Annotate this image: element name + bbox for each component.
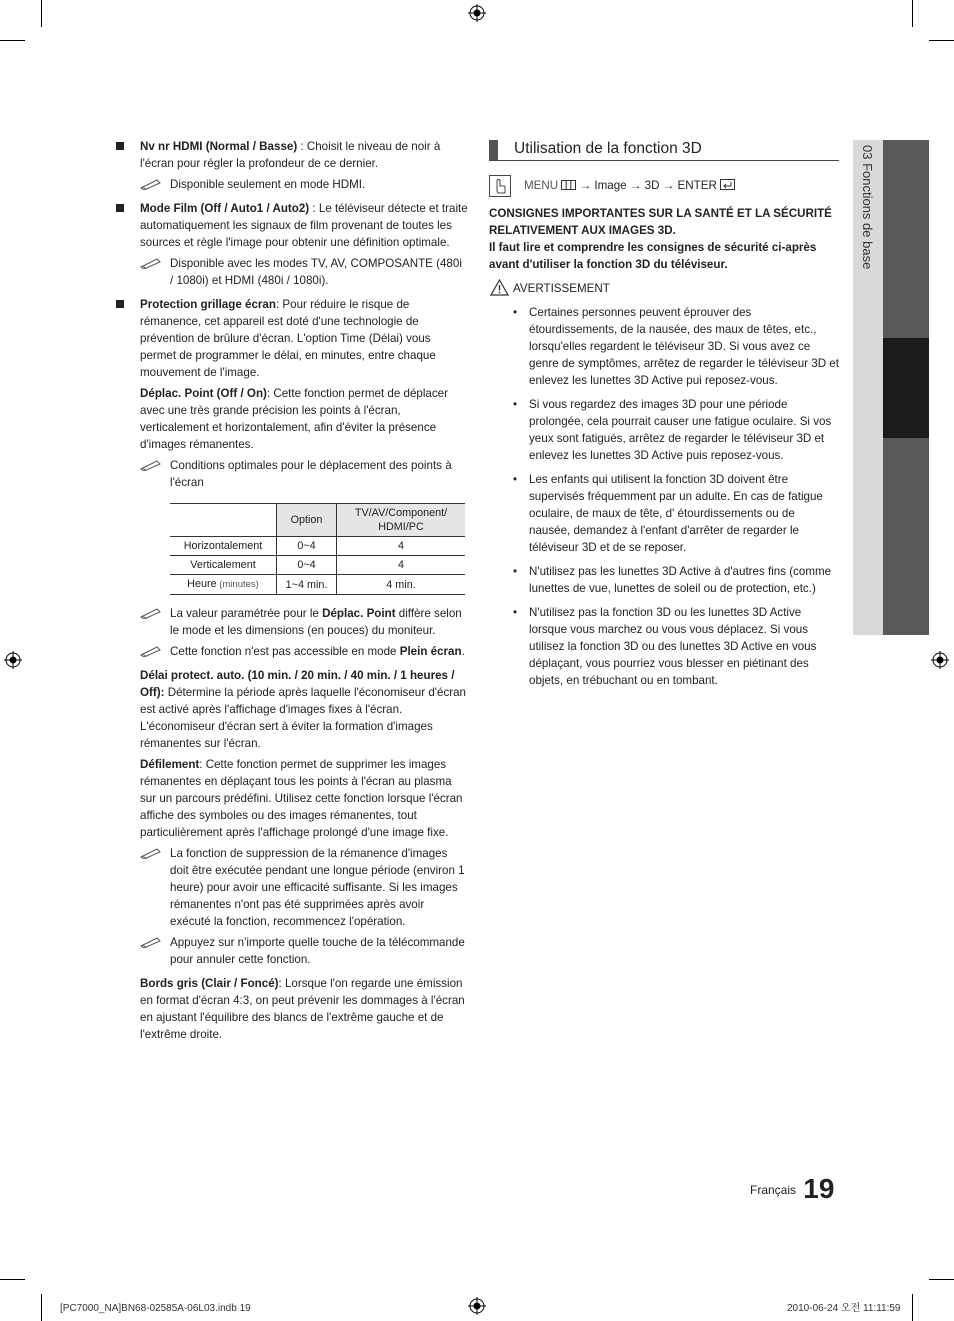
note-text: La valeur paramétrée pour le: [170, 607, 323, 620]
item-title: Protection grillage écran: [140, 298, 276, 311]
list-item-text: Certaines personnes peuvent éprouver des étourdissements, de la nausée, des maux de têtes, etc., lorsqu'elles regardent le téléviseur 3D. Si vous avez ce genre de symptômes, arrêtez de regarder le téléviseur 3D et enlevez les lunettes 3D Active pui reposez-vous.: [529, 306, 839, 387]
note-text: Cette fonction n'est pas accessible en mode: [170, 645, 400, 658]
item-text: : Pour réduire le risque de rémanence, cet appareil est doté d'une technologie de prévention de brûlure d'écran. L'option Time (Délai) vous permet de programmer le délai, en minutes, entre chaque mouvement de l'image.: [140, 298, 436, 379]
para-text: Détermine la période après laquelle l'économiseur d'écran est activé après l'affichage d'images fixes à l'écran. L'économiseur d'écran sert à éviter la formation d'images rémanentes sur l'écran.: [140, 686, 466, 750]
table-row: [170, 537, 465, 556]
table-header: Option: [277, 504, 337, 537]
registration-mark-icon: [468, 4, 486, 22]
table-row: [170, 556, 465, 575]
pencil-note-icon: [140, 257, 162, 269]
table-row: [170, 575, 465, 595]
list-item-text: Les enfants qui utilisent la fonction 3D doivent être supervisés fréquemment par un adulte. En cas de fatigue oculaire, de maux de tête, d' étourdissements ou de nausée, demandez à l'enfant d'arrêter de regarder le téléviseur 3D et de se reposer.: [529, 473, 823, 554]
crop-mark: [41, 0, 42, 27]
note-bold: Déplac. Point: [322, 607, 396, 620]
registration-mark-icon: [931, 651, 949, 669]
enter-icon: [720, 179, 735, 190]
list-item: [116, 296, 468, 381]
note: [140, 605, 468, 639]
registration-mark-icon: [4, 651, 22, 669]
para-text: : Cette fonction permet de déplacer avec une très grande précision les points à l'écran, verticalement et horizontalement, afin d'éviter la présence d'images rémanentes.: [140, 387, 448, 451]
table-cell: Verticalement: [170, 556, 277, 575]
para-title: Déplac. Point (Off / On): [140, 387, 267, 400]
note-text: Disponible avec les modes TV, AV, COMPOSANTE (480i / 1080i) et HDMI (480i / 1080i).: [170, 257, 462, 287]
list-item: [489, 563, 839, 597]
paragraph: [140, 975, 468, 1043]
bullet-dot: •: [513, 306, 518, 319]
list-item-text: N'utilisez pas la fonction 3D ou les lunettes 3D Active lorsque vous marchez ou vous vous déplacez. Si vous utilisez la fonction 3D ou des lunettes 3D Active en vous déplaçant, vous pourriez vous blesser en piétinant des objets, en trébuchant ou en tombant.: [529, 606, 817, 687]
note: [140, 643, 468, 660]
warning: [489, 280, 839, 297]
pencil-note-icon: [140, 459, 162, 471]
square-bullet-icon: [116, 300, 124, 308]
table-cell: 1~4 min.: [277, 575, 337, 595]
note: [140, 457, 468, 491]
crop-mark: [41, 1294, 42, 1321]
para-title: Défilement: [140, 758, 200, 771]
menu-path: [489, 175, 839, 197]
list-item: [489, 396, 839, 464]
note-wrap: [116, 176, 468, 193]
left-column: [116, 138, 468, 1043]
crop-mark: [929, 40, 954, 41]
table-cell: 4: [337, 537, 466, 556]
paragraph: [140, 756, 468, 841]
list-item-text: N'utilisez pas les lunettes 3D Active à d'autres fins (comme lunettes de vue, lunettes de soleil ou de protection, etc.): [529, 565, 832, 595]
list-item: [489, 304, 839, 389]
note-text: La fonction de suppression de la rémanence d'images doit être exécutée pendant une longue période (environ 1 heure) pour avoir une efficacité suffisante. Si les images rémanentes n'ont pas été supprimées après avoir exécuté la fonction, recommencez l'opération.: [170, 847, 465, 928]
remote-hand-icon: [489, 175, 511, 197]
table-cell: 4: [337, 556, 466, 575]
table-cell: 0~4: [277, 556, 337, 575]
options-table: [170, 503, 465, 595]
crop-mark: [912, 1294, 913, 1321]
note-text: diffère selon le mode et les dimensions (en pouces) du moniteur.: [170, 607, 462, 637]
chapter-tab-active: [883, 338, 929, 438]
page-number: 19: [803, 1173, 835, 1204]
row-unit: (minutes): [216, 579, 259, 590]
pencil-note-icon: [140, 645, 162, 657]
para-title: Bords gris (Clair / Foncé): [140, 977, 279, 990]
table-header: TV/AV/Component/ HDMI/PC: [337, 504, 466, 537]
item-text: : Choisit le niveau de noir à l'écran pour régler la profondeur de ce dernier.: [140, 140, 441, 170]
heading-text: Utilisation de la fonction 3D: [514, 140, 702, 157]
list-item: [116, 200, 468, 251]
page-number-block: [750, 1173, 835, 1210]
note: [140, 255, 468, 289]
heading-bar: [489, 140, 498, 160]
pencil-note-icon: [140, 847, 162, 859]
menu-path-text: → Image → 3D → ENTER: [576, 179, 717, 192]
note: [140, 934, 468, 968]
warning-label: AVERTISSEMENT: [513, 282, 610, 295]
crop-mark: [929, 1279, 954, 1280]
bullet-dot: •: [513, 473, 518, 486]
warning-triangle-icon: [490, 279, 509, 296]
item-text: : Le téléviseur détecte et traite automatiquement les signaux de film provenant de toutes les sources et règle l'image pour obtenir une définition optimale.: [140, 202, 468, 249]
crop-mark: [0, 1279, 25, 1280]
pencil-note-icon: [140, 607, 162, 619]
chapter-tab-label: 03 Fonctions de base: [860, 145, 875, 270]
item-title: Mode Film (Off / Auto1 / Auto2): [140, 202, 310, 215]
bullet-dot: •: [513, 565, 518, 578]
table-cell: [170, 575, 277, 595]
row-label: Heure: [187, 578, 217, 590]
crop-mark: [912, 0, 913, 27]
item-title: Nv nr HDMI (Normal / Basse): [140, 140, 298, 153]
bullet-dot: •: [513, 398, 518, 411]
list-item-text: Si vous regardez des images 3D pour une période prolongée, cela pourrait causer une fatigue oculaire. Si vos yeux sont fatigués, arrêtez de regarder le téléviseur 3D et enlevez les lunettes 3D Active puis reposez-vous.: [529, 398, 832, 462]
square-bullet-icon: [116, 204, 124, 212]
menu-grid-icon: [561, 180, 576, 190]
crop-mark: [0, 40, 25, 41]
table-cell: 0~4: [277, 537, 337, 556]
section-heading: [489, 138, 839, 161]
bullet-dot: •: [513, 606, 518, 619]
note-bold: Plein écran: [399, 645, 462, 658]
paragraph: [140, 385, 468, 453]
footer-datetime: 2010-06-24 오전 11:11:59: [787, 1303, 901, 1314]
footer-file: [PC7000_NA]BN68-02585A-06L03.indb 19: [60, 1303, 251, 1314]
para-text: : Cette fonction permet de supprimer les images rémanentes en déplaçant tous les points à l'écran au plasma sur un parcours prédéfini. Utilisez cette fonction lorsque l'écran affiche des symboles ou des images rémanentes, tout particulièrement après l'affichage prolongé d'une image fixe.: [140, 758, 463, 839]
note: [140, 845, 468, 930]
para-title: Délai protect. auto. (10 min. / 20 min. / 40 min. / 1 heures / Off):: [140, 669, 455, 699]
note-text: Appuyez sur n'importe quelle touche de la télécommande pour annuler cette fonction.: [170, 936, 465, 966]
pencil-note-icon: [140, 178, 162, 190]
page-language: Français: [750, 1183, 797, 1197]
table-header-empty: [170, 504, 277, 537]
consignes-text: Il faut lire et comprendre les consignes de sécurité ci-après avant d'utiliser la fonction 3D du téléviseur.: [489, 241, 817, 271]
menu-word: MENU: [524, 179, 559, 192]
list-item: [489, 471, 839, 556]
note-text: Disponible seulement en mode HDMI.: [170, 178, 366, 191]
pencil-note-icon: [140, 936, 162, 948]
list-item: [489, 604, 839, 689]
table-header-row: [170, 504, 465, 537]
paragraph: [140, 667, 468, 752]
table-cell: 4 min.: [337, 575, 466, 595]
list-item: [116, 138, 468, 172]
sub-section: [116, 385, 468, 1043]
para-text: : Lorsque l'on regarde une émission en format d'écran 4:3, on peut prévenir les dommages à l'écran en ajustant l'équilibre des blancs de l'extrême gauche et de l'extrême droite.: [140, 977, 465, 1041]
note: [140, 176, 468, 193]
note-wrap: [116, 255, 468, 289]
table-cell: Horizontalement: [170, 537, 277, 556]
consignes-title: CONSIGNES IMPORTANTES SUR LA SANTÉ ET LA SÉCURITÉ RELATIVEMENT AUX IMAGES 3D.: [489, 207, 832, 237]
square-bullet-icon: [116, 142, 124, 150]
registration-mark-icon: [468, 1297, 486, 1315]
note-text: .: [461, 645, 465, 658]
right-column: [489, 138, 839, 689]
note-text: Conditions optimales pour le déplacement des points à l'écran: [170, 459, 452, 489]
